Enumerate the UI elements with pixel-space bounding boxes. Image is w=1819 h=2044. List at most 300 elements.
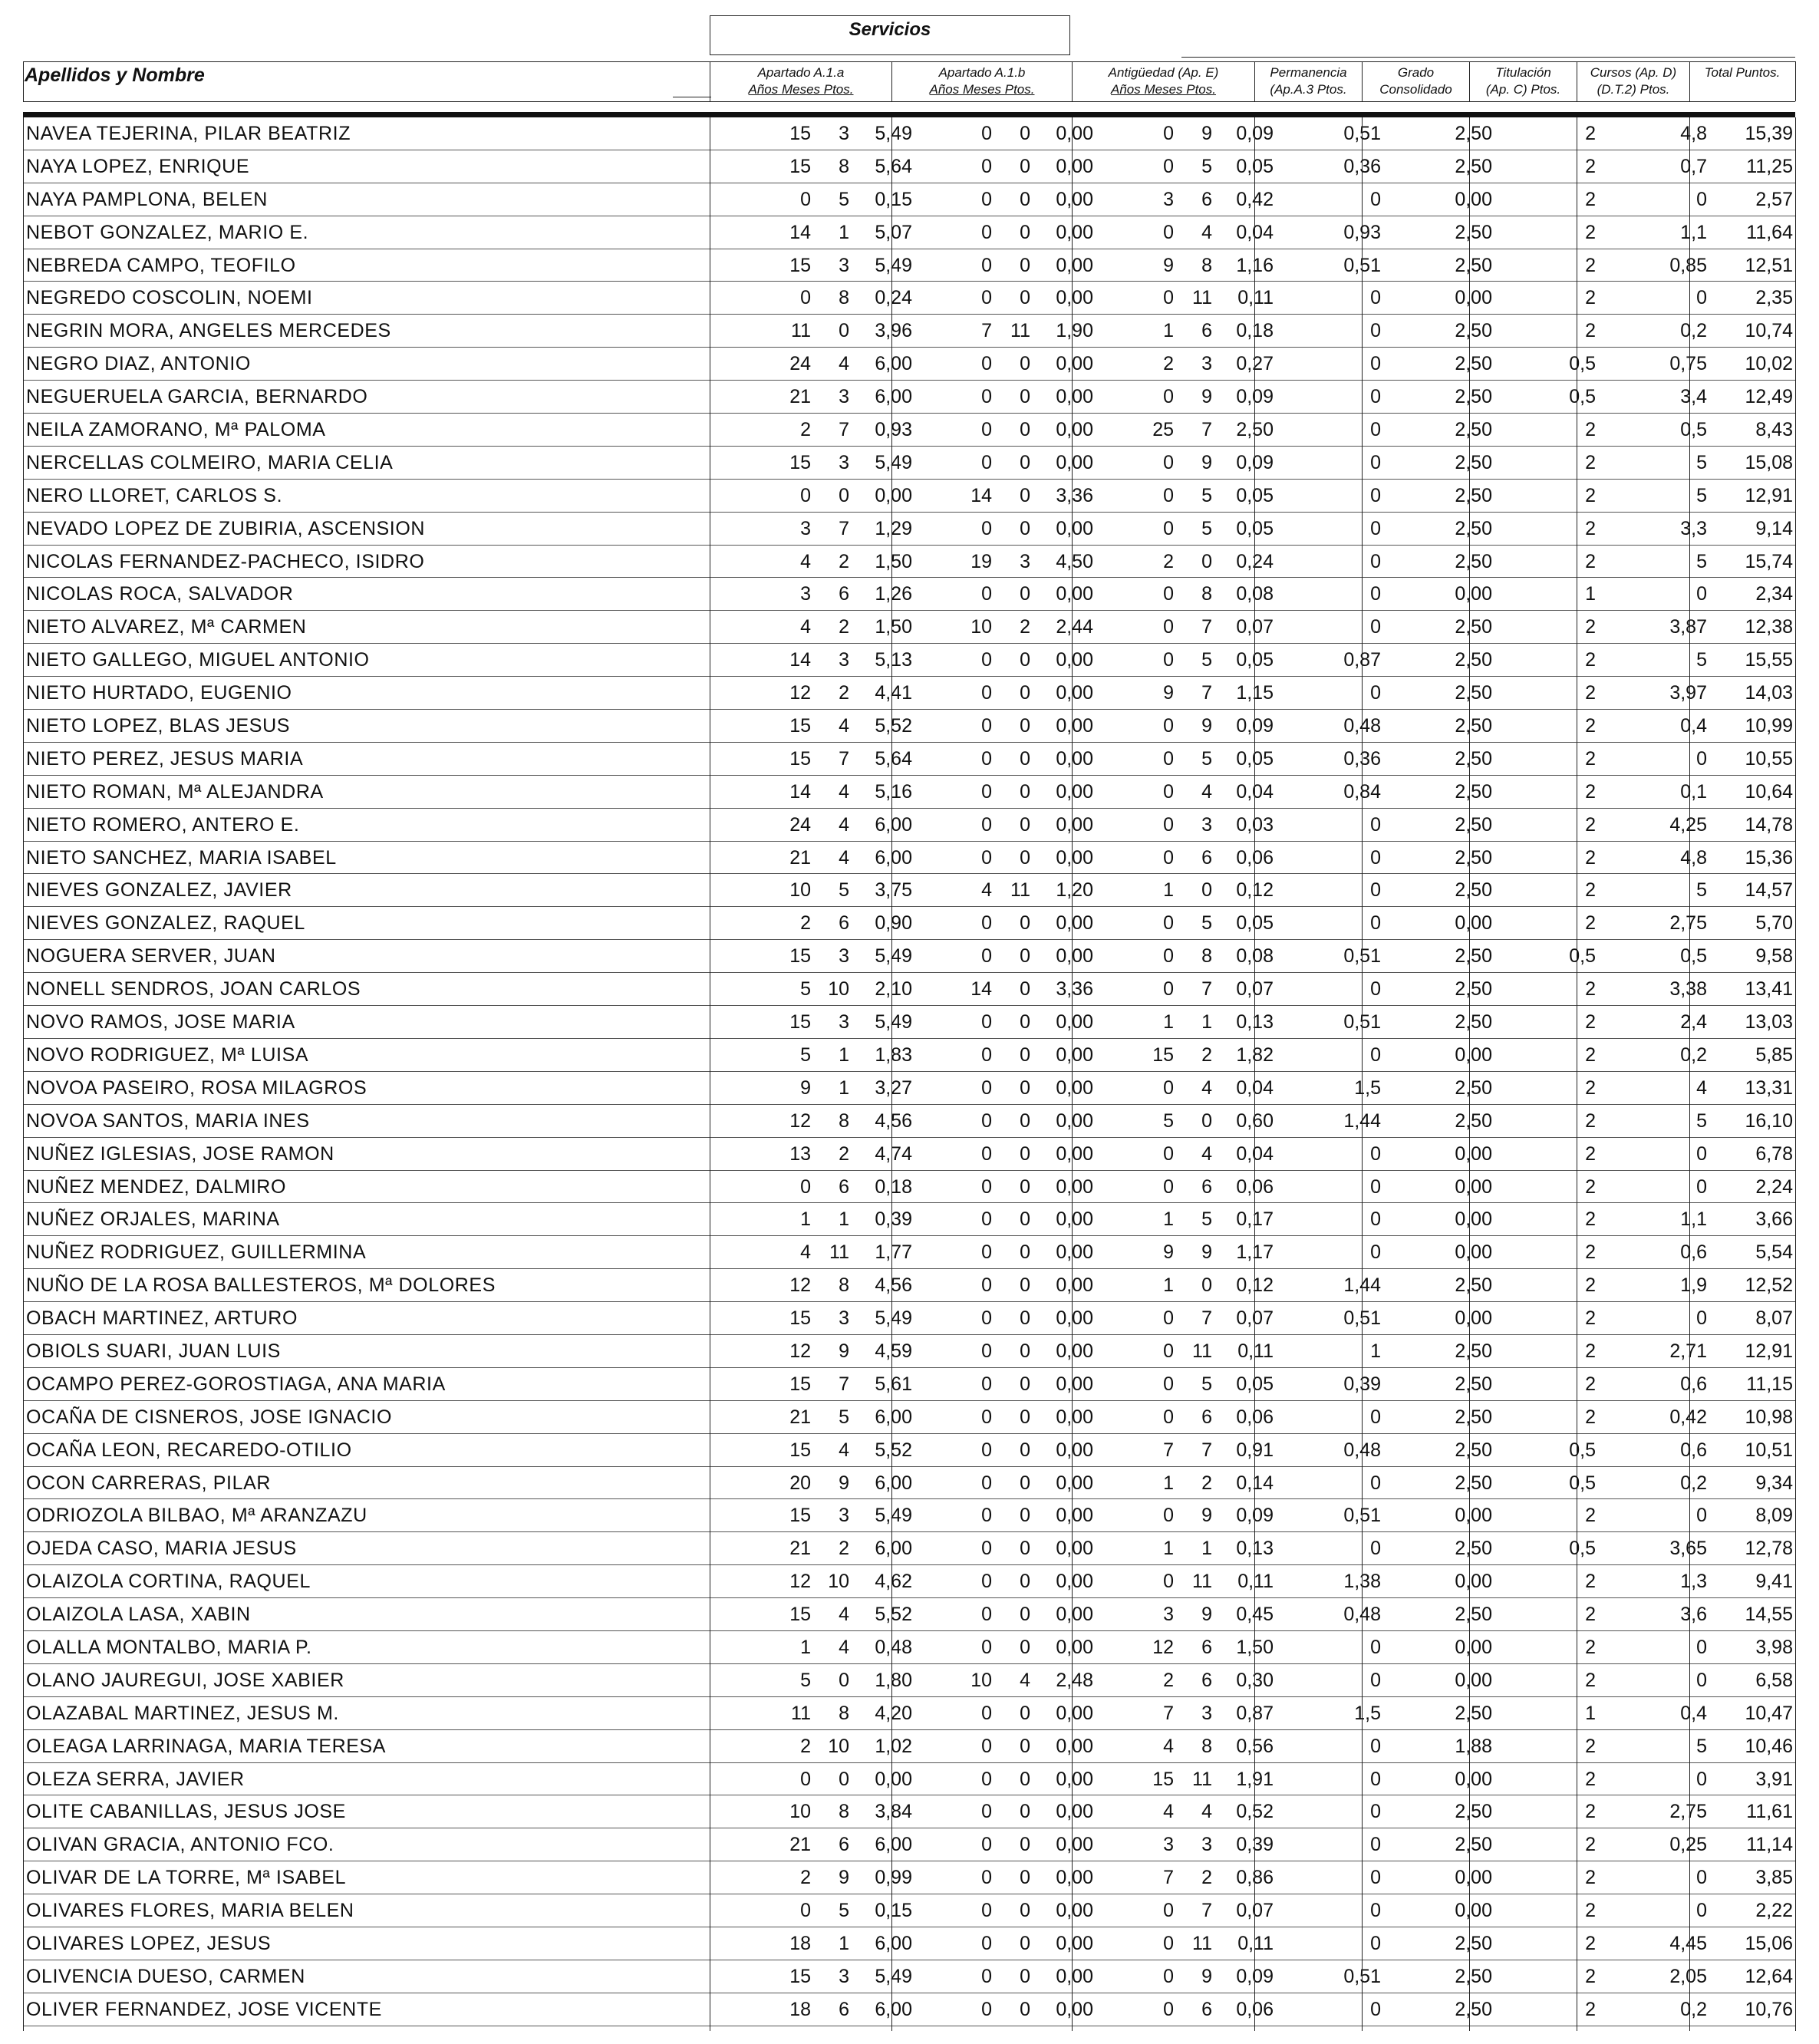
a1a-months-cell: 5: [839, 188, 849, 210]
a1a-years-cell: 21: [789, 1406, 811, 1428]
grado-cell: 2,50: [1455, 1011, 1492, 1034]
a1b-points-cell: 0,00: [1056, 1340, 1093, 1362]
cursos-cell: 5: [1696, 484, 1707, 506]
a1a-years-cell: 24: [789, 813, 811, 836]
table-row: [23, 1105, 1795, 1138]
a1b-points-cell: 0,00: [1056, 123, 1093, 144]
antiguedad-months-cell: 6: [1201, 1175, 1212, 1198]
grado-cell: 2,50: [1455, 780, 1492, 803]
total-cell: 10,51: [1745, 1439, 1793, 1461]
a1b-months-cell: 0: [1020, 1538, 1030, 1560]
total-cell: 15,08: [1745, 451, 1793, 473]
antiguedad-years-cell: 0: [1163, 1932, 1174, 1954]
cursos-cell: 1,3: [1680, 1571, 1707, 1593]
a1a-months-cell: 4: [839, 353, 849, 375]
a1b-months-cell: 2: [1020, 616, 1030, 638]
titulacion-cell: 2: [1585, 715, 1596, 737]
table-row: [23, 1236, 1795, 1269]
table-row: [23, 1664, 1795, 1697]
a1b-months-cell: 0: [1020, 419, 1030, 441]
titulacion-cell: 2: [1585, 1109, 1596, 1132]
a1b-months-cell: 0: [1020, 1011, 1030, 1034]
antiguedad-months-cell: 4: [1201, 1801, 1212, 1823]
permanencia-cell: 0: [1370, 1801, 1381, 1823]
a1b-months-cell: 0: [1020, 1998, 1030, 2020]
a1b-years-cell: 0: [981, 451, 992, 473]
name-cell: OLIVARES FLORES, MARIA BELEN: [26, 1900, 354, 1922]
total-cell: 12,49: [1745, 386, 1793, 408]
cursos-cell: 0: [1696, 583, 1707, 605]
titulacion-cell: 0,5: [1569, 353, 1596, 375]
cursos-header: Cursos (Ap. D): [1590, 65, 1677, 80]
a1a-points-cell: 3,27: [875, 1076, 912, 1099]
a1b-months-cell: 0: [1020, 813, 1030, 836]
total-cell: 14,03: [1745, 682, 1793, 704]
a1b-points-cell: 0,00: [1056, 451, 1093, 473]
name-cell: NIEVES GONZALEZ, JAVIER: [26, 879, 292, 902]
cursos-cell: 0: [1696, 1505, 1707, 1527]
a1a-years-cell: 5: [800, 1669, 811, 1691]
antiguedad-months-cell: 8: [1201, 945, 1212, 968]
a1a-months-cell: 6: [839, 1834, 849, 1856]
a1a-header: Apartado A.1.a: [757, 65, 845, 80]
cursos-cell: 0,1: [1680, 780, 1707, 803]
a1b-points-cell: 0,00: [1056, 1965, 1093, 1987]
table-row: [23, 1006, 1795, 1039]
permanencia-cell: 0: [1370, 1735, 1381, 1757]
antiguedad-years-cell: 0: [1163, 715, 1174, 737]
a1b-months-cell: 0: [1020, 1702, 1030, 1724]
a1b-points-cell: 0,00: [1056, 1834, 1093, 1856]
table-row: [23, 1368, 1795, 1401]
antiguedad-months-cell: 5: [1201, 155, 1212, 177]
a1b-points-cell: 0,00: [1056, 221, 1093, 243]
antiguedad-years-cell: 2: [1163, 550, 1174, 572]
name-cell: OLEAGA LARRINAGA, MARIA TERESA: [26, 1735, 387, 1757]
a1b-months-cell: 0: [1020, 1241, 1030, 1264]
table-row: [23, 1072, 1795, 1105]
cursos-cell: 0,2: [1680, 1998, 1707, 2020]
a1a-months-cell: 4: [839, 715, 849, 737]
a1b-months-cell: 0: [1020, 1406, 1030, 1428]
total-cell: 12,91: [1745, 1340, 1793, 1362]
total-cell: 15,74: [1745, 550, 1793, 572]
antiguedad-points-cell: 0,06: [1236, 1998, 1274, 2020]
a1a-months-cell: 6: [839, 583, 849, 605]
a1b-months-cell: 0: [1020, 682, 1030, 704]
total-cell: 9,41: [1755, 1571, 1793, 1593]
a1a-points-cell: 3,84: [875, 1801, 912, 1823]
a1a-years-cell: 2: [800, 912, 811, 935]
table-row: [23, 546, 1795, 579]
a1b-points-cell: 0,00: [1056, 912, 1093, 935]
antiguedad-years-cell: 0: [1163, 484, 1174, 506]
a1b-months-cell: 0: [1020, 451, 1030, 473]
a1b-points-cell: 0,00: [1056, 1932, 1093, 1954]
permanencia-cell: 0: [1370, 879, 1381, 902]
name-cell: NAYA LOPEZ, ENRIQUE: [26, 155, 250, 177]
total-cell: 11,15: [1746, 1373, 1793, 1395]
titulacion-cell: 0,5: [1569, 1439, 1596, 1461]
total-cell: 8,07: [1755, 1307, 1793, 1330]
titulacion-cell: 2: [1585, 123, 1596, 144]
total-cell: 13,03: [1745, 1011, 1793, 1034]
permanencia-cell: 0: [1370, 550, 1381, 572]
a1b-points-cell: 0,00: [1056, 254, 1093, 276]
a1b-years-cell: 0: [981, 1932, 992, 1954]
a1a-points-cell: 0,15: [875, 188, 912, 210]
a1b-months-cell: 0: [1020, 1834, 1030, 1856]
titulacion-cell: 2: [1585, 517, 1596, 539]
titulacion-cell: 2: [1585, 1241, 1596, 1264]
permanencia-cell: 0,51: [1343, 1965, 1381, 1987]
a1a-years-cell: 4: [800, 550, 811, 572]
a1a-points-cell: 4,59: [875, 1340, 912, 1362]
antiguedad-months-cell: 11: [1192, 287, 1212, 309]
cursos-cell: 1,1: [1680, 1208, 1707, 1231]
total-cell: 13,31: [1745, 1076, 1793, 1099]
permanencia-cell: 0: [1370, 1636, 1381, 1658]
titulacion-cell: 2: [1585, 1834, 1596, 1856]
antiguedad-points-cell: 0,12: [1236, 879, 1274, 902]
titulacion-cell: 2: [1585, 188, 1596, 210]
a1b-years-cell: 0: [981, 1604, 992, 1626]
name-cell: OCAMPO PEREZ-GOROSTIAGA, ANA MARIA: [26, 1373, 446, 1395]
titulacion-cell: 2: [1585, 1768, 1596, 1790]
a1a-months-cell: 7: [839, 1373, 849, 1395]
cursos-cell: 0,2: [1680, 1472, 1707, 1494]
antiguedad-months-cell: 1: [1201, 1011, 1212, 1034]
total-cell: 12,64: [1745, 1965, 1793, 1987]
a1b-points-cell: 0,00: [1056, 1571, 1093, 1593]
antiguedad-years-cell: 0: [1163, 747, 1174, 770]
a1b-points-cell: 0,00: [1056, 1241, 1093, 1264]
antiguedad-points-cell: 1,50: [1236, 1636, 1274, 1658]
a1b-years-cell: 0: [981, 254, 992, 276]
a1b-years-cell: 0: [981, 1900, 992, 1922]
a1a-months-cell: 8: [839, 1702, 849, 1724]
name-cell: OLITE CABANILLAS, JESUS JOSE: [26, 1801, 346, 1823]
a1a-months-cell: 2: [839, 1538, 849, 1560]
cursos-cell: 2,75: [1669, 912, 1707, 935]
permanencia-cell: 0: [1370, 1175, 1381, 1198]
antiguedad-years-cell: 2: [1163, 353, 1174, 375]
antiguedad-years-cell: 0: [1163, 1505, 1174, 1527]
a1b-points-cell: 1,20: [1056, 879, 1093, 902]
a1a-points-cell: 5,13: [875, 649, 912, 671]
a1b-months-cell: 0: [1020, 1900, 1030, 1922]
antiguedad-points-cell: 0,05: [1236, 517, 1274, 539]
antiguedad-months-cell: 2: [1201, 1472, 1212, 1494]
a1b-subheader: Años Meses Ptos.: [929, 82, 1035, 97]
table-row: [23, 117, 1795, 150]
table-row: [23, 1631, 1795, 1664]
a1a-months-cell: 0: [839, 484, 849, 506]
a1a-months-cell: 0: [839, 1768, 849, 1790]
a1a-points-cell: 5,16: [875, 780, 912, 803]
a1b-points-cell: 0,00: [1056, 1406, 1093, 1428]
antiguedad-months-cell: 8: [1201, 1735, 1212, 1757]
name-cell: OLIVAN GRACIA, ANTONIO FCO.: [26, 1834, 334, 1856]
titulacion-cell: 2: [1585, 1043, 1596, 1066]
a1b-months-cell: 0: [1020, 517, 1030, 539]
a1a-years-cell: 15: [789, 747, 811, 770]
name-cell: OLAZABAL MARTINEZ, JESUS M.: [26, 1702, 339, 1724]
a1b-months-cell: 4: [1020, 1669, 1030, 1691]
a1b-months-cell: 0: [1020, 583, 1030, 605]
a1a-months-cell: 2: [839, 682, 849, 704]
cursos-cell: 0,7: [1680, 155, 1707, 177]
a1a-years-cell: 10: [789, 1801, 811, 1823]
antiguedad-years-cell: 3: [1163, 1604, 1174, 1626]
titulacion-cell: 2: [1585, 780, 1596, 803]
permanencia-cell: 0: [1370, 1043, 1381, 1066]
header-bottom-rule: [23, 101, 1795, 102]
antiguedad-months-cell: 3: [1201, 353, 1212, 375]
permanencia-cell: 0: [1370, 1406, 1381, 1428]
a1a-years-cell: 4: [800, 616, 811, 638]
table-row: [23, 1697, 1795, 1730]
a1a-years-cell: 18: [789, 1998, 811, 2020]
antiguedad-points-cell: 0,11: [1237, 1932, 1274, 1954]
cursos-cell: 5: [1696, 649, 1707, 671]
antiguedad-years-cell: 7: [1163, 1439, 1174, 1461]
cursos-cell: 0: [1696, 1669, 1707, 1691]
permanencia-cell: 0,36: [1343, 747, 1381, 770]
name-cell: OCON CARRERAS, PILAR: [26, 1472, 272, 1494]
total-cell: 15,06: [1745, 1932, 1793, 1954]
name-cell: NAYA PAMPLONA, BELEN: [26, 188, 268, 210]
name-cell: OLAIZOLA CORTINA, RAQUEL: [26, 1571, 311, 1593]
antiguedad-years-cell: 9: [1163, 682, 1174, 704]
a1a-years-cell: 1: [800, 1636, 811, 1658]
name-cell: NICOLAS FERNANDEZ-PACHECO, ISIDRO: [26, 550, 425, 572]
antiguedad-months-cell: 11: [1192, 1340, 1212, 1362]
a1b-points-cell: 0,00: [1056, 188, 1093, 210]
a1b-years-cell: 4: [981, 879, 992, 902]
table-border-right: [1795, 117, 1796, 2031]
antiguedad-points-cell: 0,45: [1236, 1604, 1274, 1626]
a1b-points-cell: 0,00: [1056, 287, 1093, 309]
table-row: [23, 1302, 1795, 1335]
total-cell: 11,64: [1746, 221, 1793, 243]
a1a-months-cell: 3: [839, 945, 849, 968]
grado-cell: 2,50: [1455, 1274, 1492, 1297]
a1b-points-cell: 0,00: [1056, 1439, 1093, 1461]
antiguedad-months-cell: 4: [1201, 780, 1212, 803]
grado-cell: 0,00: [1455, 1768, 1492, 1790]
a1a-years-cell: 15: [789, 123, 811, 144]
a1b-years-cell: 0: [981, 1571, 992, 1593]
a1a-years-cell: 13: [789, 1142, 811, 1165]
antiguedad-points-cell: 0,06: [1236, 846, 1274, 869]
a1b-years-cell: 0: [981, 1340, 992, 1362]
grado-cell: 2,50: [1455, 747, 1492, 770]
grado-cell: 2,50: [1455, 386, 1492, 408]
antiguedad-months-cell: 5: [1201, 484, 1212, 506]
a1b-months-cell: 0: [1020, 484, 1030, 506]
a1a-months-cell: 3: [839, 1011, 849, 1034]
a1b-years-cell: 0: [981, 1702, 992, 1724]
a1a-months-cell: 1: [839, 1043, 849, 1066]
a1a-points-cell: 4,56: [875, 1274, 912, 1297]
grado-cell: 0,00: [1455, 1636, 1492, 1658]
antiguedad-points-cell: 0,14: [1236, 1472, 1274, 1494]
a1b-points-cell: 0,00: [1056, 583, 1093, 605]
a1b-months-cell: 0: [1020, 1307, 1030, 1330]
antiguedad-points-cell: 0,06: [1236, 1406, 1274, 1428]
grado-cell: 2,50: [1455, 813, 1492, 836]
a1b-months-cell: 11: [1010, 879, 1030, 902]
permanencia-cell: 0,51: [1343, 1307, 1381, 1330]
total-cell: 9,34: [1755, 1472, 1793, 1494]
cursos-cell: 4,8: [1680, 123, 1707, 144]
a1b-months-cell: 0: [1020, 188, 1030, 210]
a1a-points-cell: 5,07: [875, 221, 912, 243]
grado-cell: 0,00: [1455, 912, 1492, 935]
permanencia-cell: 0: [1370, 1900, 1381, 1922]
titulacion-cell: 2: [1585, 1373, 1596, 1395]
titulacion-cell: 2: [1585, 616, 1596, 638]
a1a-months-cell: 0: [839, 1669, 849, 1691]
antiguedad-points-cell: 0,05: [1236, 1373, 1274, 1395]
a1b-years-cell: 0: [981, 221, 992, 243]
a1a-months-cell: 8: [839, 1801, 849, 1823]
a1a-years-cell: 11: [791, 1702, 811, 1724]
total-cell: 15,36: [1745, 846, 1793, 869]
antiguedad-months-cell: 6: [1201, 1998, 1212, 2020]
grado-cell: 2,50: [1455, 484, 1492, 506]
permanencia-cell: 1,5: [1354, 1702, 1381, 1724]
name-cell: OBIOLS SUARI, JUAN LUIS: [26, 1340, 281, 1362]
table-row: [23, 513, 1795, 546]
permanencia-header: Permanencia: [1270, 65, 1347, 80]
a1b-points-cell: 0,00: [1056, 1175, 1093, 1198]
cursos-cell: 0: [1696, 1768, 1707, 1790]
a1a-months-cell: 6: [839, 1175, 849, 1198]
cursos-cell: 4: [1696, 1076, 1707, 1099]
total-cell: 3,98: [1755, 1636, 1793, 1658]
a1a-years-cell: 2: [800, 1867, 811, 1889]
antiguedad-years-cell: 9: [1163, 1241, 1174, 1264]
grado-cell: 2,50: [1455, 517, 1492, 539]
titulacion-cell: 2: [1585, 484, 1596, 506]
grado-cell: 0,00: [1455, 1175, 1492, 1198]
table-row: [23, 1730, 1795, 1763]
a1b-points-cell: 0,00: [1056, 1702, 1093, 1724]
a1a-months-cell: 5: [839, 1406, 849, 1428]
a1a-months-cell: 3: [839, 123, 849, 144]
permanencia-cell: 1,44: [1343, 1109, 1381, 1132]
antiguedad-points-cell: 0,07: [1236, 1900, 1274, 1922]
a1b-years-cell: 0: [981, 1538, 992, 1560]
a1b-years-cell: 0: [981, 1801, 992, 1823]
titulacion-cell: 2: [1585, 155, 1596, 177]
permanencia-subheader: (Ap.A.3 Ptos.: [1270, 82, 1347, 97]
name-cell: NIETO ALVAREZ, Mª CARMEN: [26, 616, 307, 638]
a1b-years-cell: 0: [981, 123, 992, 144]
table-row: [23, 183, 1795, 216]
titulacion-cell: 2: [1585, 1406, 1596, 1428]
antiguedad-months-cell: 4: [1201, 1142, 1212, 1165]
a1b-months-cell: 0: [1020, 1735, 1030, 1757]
a1b-years-cell: 0: [981, 780, 992, 803]
header-border: [891, 61, 892, 101]
header-border: [1362, 61, 1363, 101]
permanencia-cell: 0: [1370, 813, 1381, 836]
permanencia-cell: 1: [1370, 1340, 1381, 1362]
a1b-points-cell: 0,00: [1056, 747, 1093, 770]
name-cell: OLIVENCIA DUESO, CARMEN: [26, 1965, 305, 1987]
antiguedad-months-cell: 9: [1201, 386, 1212, 408]
antiguedad-months-cell: 8: [1201, 254, 1212, 276]
name-cell: NEILA ZAMORANO, Mª PALOMA: [26, 419, 326, 441]
total-cell: 5,54: [1755, 1241, 1793, 1264]
antiguedad-points-cell: 1,15: [1236, 682, 1274, 704]
table-row: [23, 710, 1795, 743]
permanencia-cell: 0: [1370, 1538, 1381, 1560]
antiguedad-months-cell: 6: [1201, 188, 1212, 210]
a1a-years-cell: 15: [789, 1604, 811, 1626]
antiguedad-years-cell: 4: [1163, 1735, 1174, 1757]
permanencia-cell: 0: [1370, 287, 1381, 309]
grado-cell: 2,50: [1455, 846, 1492, 869]
table-row: [23, 249, 1795, 282]
antiguedad-years-cell: 1: [1163, 1274, 1174, 1297]
antiguedad-years-cell: 0: [1163, 517, 1174, 539]
name-cell: NEGRO DIAZ, ANTONIO: [26, 353, 251, 375]
permanencia-cell: 0: [1370, 1669, 1381, 1691]
table-row: [23, 1335, 1795, 1368]
antiguedad-subheader: Años Meses Ptos.: [1110, 82, 1216, 97]
a1a-years-cell: 3: [800, 583, 811, 605]
name-cell: NEVADO LOPEZ DE ZUBIRIA, ASCENSION: [26, 517, 426, 539]
antiguedad-years-cell: 2: [1163, 1669, 1174, 1691]
antiguedad-years-cell: 15: [1152, 1043, 1174, 1066]
total-cell: 9,14: [1755, 517, 1793, 539]
antiguedad-points-cell: 0,18: [1236, 320, 1274, 342]
titulacion-cell: 2: [1585, 320, 1596, 342]
cursos-cell: 3,97: [1669, 682, 1707, 704]
titulacion-cell: 2: [1585, 1505, 1596, 1527]
name-cell: NEGRIN MORA, ANGELES MERCEDES: [26, 320, 391, 342]
antiguedad-months-cell: 1: [1201, 1538, 1212, 1560]
a1b-months-cell: 0: [1020, 1604, 1030, 1626]
a1b-years-cell: 0: [981, 583, 992, 605]
cursos-cell: 3,38: [1669, 978, 1707, 1001]
antiguedad-years-cell: 3: [1163, 1834, 1174, 1856]
name-column-header: Apellidos y Nombre: [25, 64, 205, 86]
column-separator: [1362, 117, 1363, 2031]
name-cell: NIETO ROMERO, ANTERO E.: [26, 813, 300, 836]
grado-cell: 2,50: [1455, 123, 1492, 144]
grado-cell: 2,50: [1455, 1538, 1492, 1560]
a1a-months-cell: 5: [839, 879, 849, 902]
cursos-cell: 0: [1696, 1636, 1707, 1658]
antiguedad-years-cell: 12: [1152, 1636, 1174, 1658]
a1b-points-cell: 0,00: [1056, 353, 1093, 375]
permanencia-cell: 0,84: [1343, 780, 1381, 803]
cursos-cell: 2,05: [1669, 1965, 1707, 1987]
total-cell: 2,24: [1755, 1175, 1793, 1198]
a1a-years-cell: 12: [789, 1109, 811, 1132]
cursos-cell: 5: [1696, 879, 1707, 902]
permanencia-cell: 0: [1370, 682, 1381, 704]
titulacion-cell: 2: [1585, 221, 1596, 243]
a1b-months-cell: 3: [1020, 550, 1030, 572]
a1a-months-cell: 6: [839, 1998, 849, 2020]
total-cell: 13,41: [1745, 978, 1793, 1001]
